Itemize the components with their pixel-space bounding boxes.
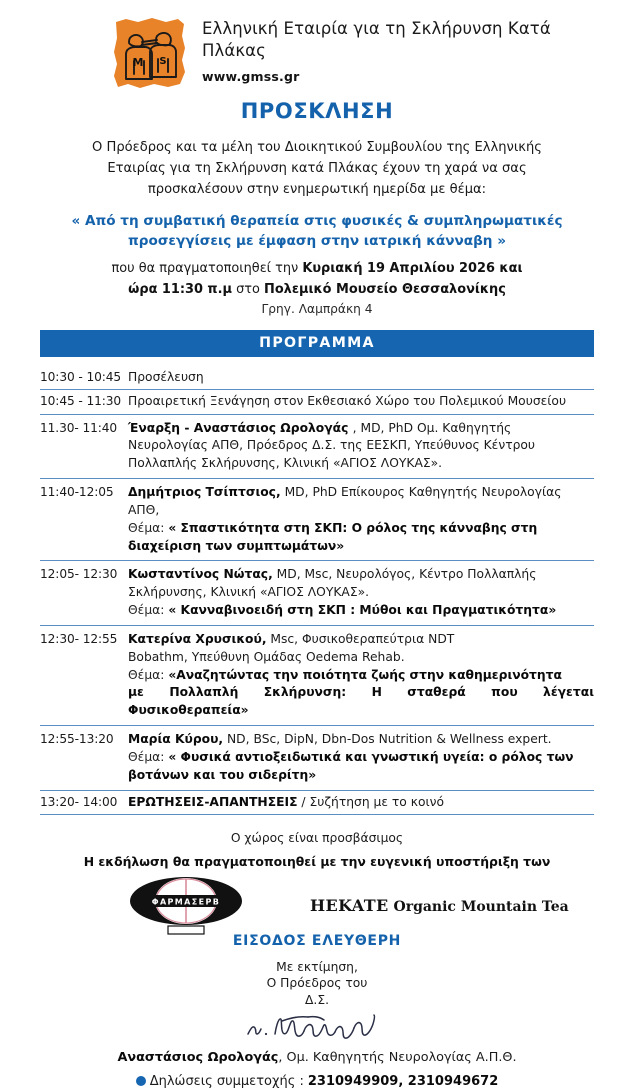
pharmaserv-label: ΦΑΡΜΑΣΕΡΒ xyxy=(151,897,221,907)
program-row xyxy=(40,415,594,479)
program-row-time: 11:40-12:05 xyxy=(40,485,114,500)
program-row-description xyxy=(128,631,594,720)
president-name: Αναστάσιος Ωρολογάς xyxy=(117,1049,279,1065)
program-row-line xyxy=(128,631,594,649)
program-row-description xyxy=(128,484,594,555)
program-row-time: 11.30- 11:40 xyxy=(40,420,118,435)
program-text: / Συζήτηση με το κοινό xyxy=(297,794,445,809)
talk-title: « Φυσικά αντιοξειδωτικά και γνωστική υγεία: ο ρόλος των xyxy=(168,749,574,764)
program-row-description xyxy=(128,794,594,811)
signoff-block xyxy=(0,959,634,1009)
program-row xyxy=(40,561,594,625)
topic-label: Θέμα: xyxy=(128,749,169,764)
speaker-name: Μαρία Κύρου, xyxy=(128,732,224,747)
support-note: Η εκδήλωση θα πραγματοποιηθεί με την ευγενική υποστήριξη των xyxy=(83,853,551,869)
speaker-name: Δημήτριος Τσίπτσιος, xyxy=(128,485,281,500)
program-row-line xyxy=(128,584,594,602)
topic-label: Θέμα: xyxy=(128,603,169,618)
event-theme: « Από τη συμβατική θεραπεία στις φυσικές & συμπληρωματικές προσεγγίσεις με έμφαση στην ιατρική κάνναβη » xyxy=(71,212,563,250)
talk-title: με Πολλαπλή Σκλήρυνση: Η σταθερά που λέγεται xyxy=(128,685,594,700)
program-row-line xyxy=(128,649,594,667)
hekate-tagline: Organic Mountain Tea xyxy=(393,898,569,915)
program-row-line xyxy=(128,566,594,584)
program-row-line xyxy=(128,369,594,386)
event-time: ώρα 11:30 π.μ xyxy=(128,281,233,297)
program-row-description xyxy=(128,393,594,410)
program-row-time: 10:45 - 11:30 xyxy=(40,394,122,409)
program-row-time: 13:20- 14:00 xyxy=(40,794,118,809)
president-line xyxy=(0,1050,634,1065)
rsvp-line xyxy=(0,1074,634,1089)
program-row-line xyxy=(128,731,594,749)
organization-name: Ελληνική Εταιρία για τη Σκλήρυνση Κατά Πλάκας xyxy=(202,19,551,60)
event-venue: Πολεμικό Μουσείο Θεσσαλονίκης xyxy=(264,281,506,297)
program-text: Σκλήρυνσης, Κλινική «ΑΓΙΟΣ ΛΟΥΚΑΣ». xyxy=(128,585,370,600)
when-prefix: που θα πραγματοποιηθεί την xyxy=(111,260,303,276)
program-text: MD, Msc, Νευρολόγος, Κέντρο Πολλαπλής xyxy=(272,567,537,582)
event-datetime xyxy=(0,259,634,300)
program-row-description xyxy=(128,731,594,784)
program-row-line xyxy=(128,702,594,720)
program-row xyxy=(40,479,594,561)
program-row xyxy=(40,726,594,790)
program-text: Πολλαπλής Σκλήρυνσης, Κλινική «ΑΓΙΟΣ ΛΟΥΚΑΣ». xyxy=(128,456,443,471)
organization-website: www.gmss.gr xyxy=(202,68,300,84)
talk-title: βοτάνων και του σιδερίτη» xyxy=(128,767,317,782)
program-row-description xyxy=(128,420,594,473)
regards-line: Με εκτίμηση, xyxy=(276,959,358,974)
handwritten-signature-icon xyxy=(242,1010,392,1046)
topic-label: Θέμα: xyxy=(128,667,169,682)
logo-letter-s: S xyxy=(159,56,167,67)
program-row-line xyxy=(128,667,594,685)
program-row-description xyxy=(128,566,594,619)
program-row-line xyxy=(128,520,594,538)
hekate-name: HEKATE xyxy=(310,895,389,915)
pharmaserv-logo-icon xyxy=(128,875,244,935)
program-row-line xyxy=(128,393,594,410)
program-row-description xyxy=(128,369,594,386)
program-text: ND, BSc, DipN, Dbn-Dos Nutrition & Wellness expert. xyxy=(223,732,552,747)
program-banner: ΠΡΟΓΡΑΜΜΑ xyxy=(40,330,594,357)
talk-title: « Κανναβινοειδή στη ΣΚΠ : Μύθοι και Πραγματικότητα» xyxy=(168,603,557,618)
program-row-line xyxy=(128,437,594,455)
talk-title: Φυσικοθεραπεία» xyxy=(128,703,249,718)
hekate-sponsor xyxy=(310,896,569,915)
program-text: Bobathm, Υπεύθυνη Ομάδας Oedema Rehab. xyxy=(128,649,405,664)
program-row-time: 12:05- 12:30 xyxy=(40,567,118,582)
role-line-1: Ο Πρόεδρος του xyxy=(266,976,368,991)
page-title: ΠΡΟΣΚΛΗΣΗ xyxy=(240,99,394,123)
speaker-name: Κατερίνα Χρυσικού, xyxy=(128,631,267,646)
event-address: Γρηγ. Λαμπράκη 4 xyxy=(261,302,373,317)
speaker-name: ΕΡΩΤΗΣΕΙΣ-ΑΠΑΝΤΗΣΕΙΣ xyxy=(128,794,298,809)
program-row-time: 12:30- 12:55 xyxy=(40,631,118,646)
logo-letter-m: M xyxy=(132,56,144,69)
gmss-logo-icon xyxy=(112,16,188,90)
speaker-name: Κωσταντίνος Νώτας, xyxy=(128,567,273,582)
program-row xyxy=(40,626,594,726)
program-schedule xyxy=(40,366,594,815)
accessibility-note: Ο χώρος είναι προσβάσιμος xyxy=(230,830,404,845)
organization-block xyxy=(202,14,608,84)
talk-title: διαχείριση των συμπτωμάτων» xyxy=(128,538,345,553)
program-row-line xyxy=(128,767,594,785)
program-row-line xyxy=(128,794,594,811)
speaker-name: Έναρξη - Αναστάσιος Ωρολογάς xyxy=(128,420,353,435)
program-text: Msc, Φυσικοθεραπεύτρια NDT xyxy=(266,631,455,646)
gmss-logo xyxy=(112,16,188,90)
program-row-line xyxy=(128,749,594,767)
program-row xyxy=(40,791,594,815)
program-text: Προσέλευση xyxy=(128,370,204,385)
program-row-line xyxy=(128,420,594,438)
talk-title: «Αναζητώντας την ποιότητα ζωής στην καθημερινότητα xyxy=(168,667,562,682)
talk-title: « Σπαστικότητα στη ΣΚΠ: Ο ρόλος της κάνναβης στη xyxy=(168,520,538,535)
program-text: , MD, PhD Ομ. Καθηγητής xyxy=(352,420,512,435)
event-date: Κυριακή 19 Απριλίου 2026 και xyxy=(302,260,523,276)
topic-label: Θέμα: xyxy=(128,520,169,535)
rsvp-phones: 2310949909, 2310949672 xyxy=(307,1073,499,1089)
invitation-intro: Ο Πρόεδρος και τα μέλη του Διοικητικού Συμβουλίου της Ελληνικής Εταιρίας για τη Σκλήρυνση κατά Πλάκας έχουν τη χαρά να σας προσκαλέσουν στην ενημερωτική ημερίδα με θέμα: xyxy=(92,140,542,198)
president-title: , Ομ. Καθηγητής Νευρολογίας Α.Π.Θ. xyxy=(278,1049,517,1065)
free-entry-label: ΕΙΣΟΔΟΣ ΕΛΕΥΘΕΡΗ xyxy=(232,932,402,949)
program-row-time: 12:55-13:20 xyxy=(40,732,114,747)
page-header xyxy=(0,0,634,90)
when-mid: στο xyxy=(232,281,265,297)
program-row-line xyxy=(128,538,594,556)
sponsors-section xyxy=(0,875,634,937)
program-row-time: 10:30 - 10:45 xyxy=(40,370,122,385)
program-text: Νευρολογίας ΑΠΘ, Πρόεδρος Δ.Σ. της ΕΕΣΚΠ, Υπεύθυνος Κέντρου xyxy=(128,438,536,453)
program-row-line xyxy=(128,484,594,520)
program-row-line xyxy=(128,684,594,702)
role-line-2: Δ.Σ. xyxy=(305,992,329,1007)
rsvp-label: Δηλώσεις συμμετοχής : xyxy=(149,1073,304,1089)
program-text: MD, PhD Επίκουρος Καθηγητής Νευρολογίας ΑΠΘ, xyxy=(128,485,562,517)
program-row-line xyxy=(128,455,594,473)
bullet-icon xyxy=(136,1076,146,1086)
program-row xyxy=(40,366,594,390)
program-row-line xyxy=(128,602,594,620)
program-text: Προαιρετική Ξενάγηση στον Εκθεσιακό Χώρο του Πολεμικού Μουσείου xyxy=(128,394,567,409)
program-row xyxy=(40,390,594,414)
